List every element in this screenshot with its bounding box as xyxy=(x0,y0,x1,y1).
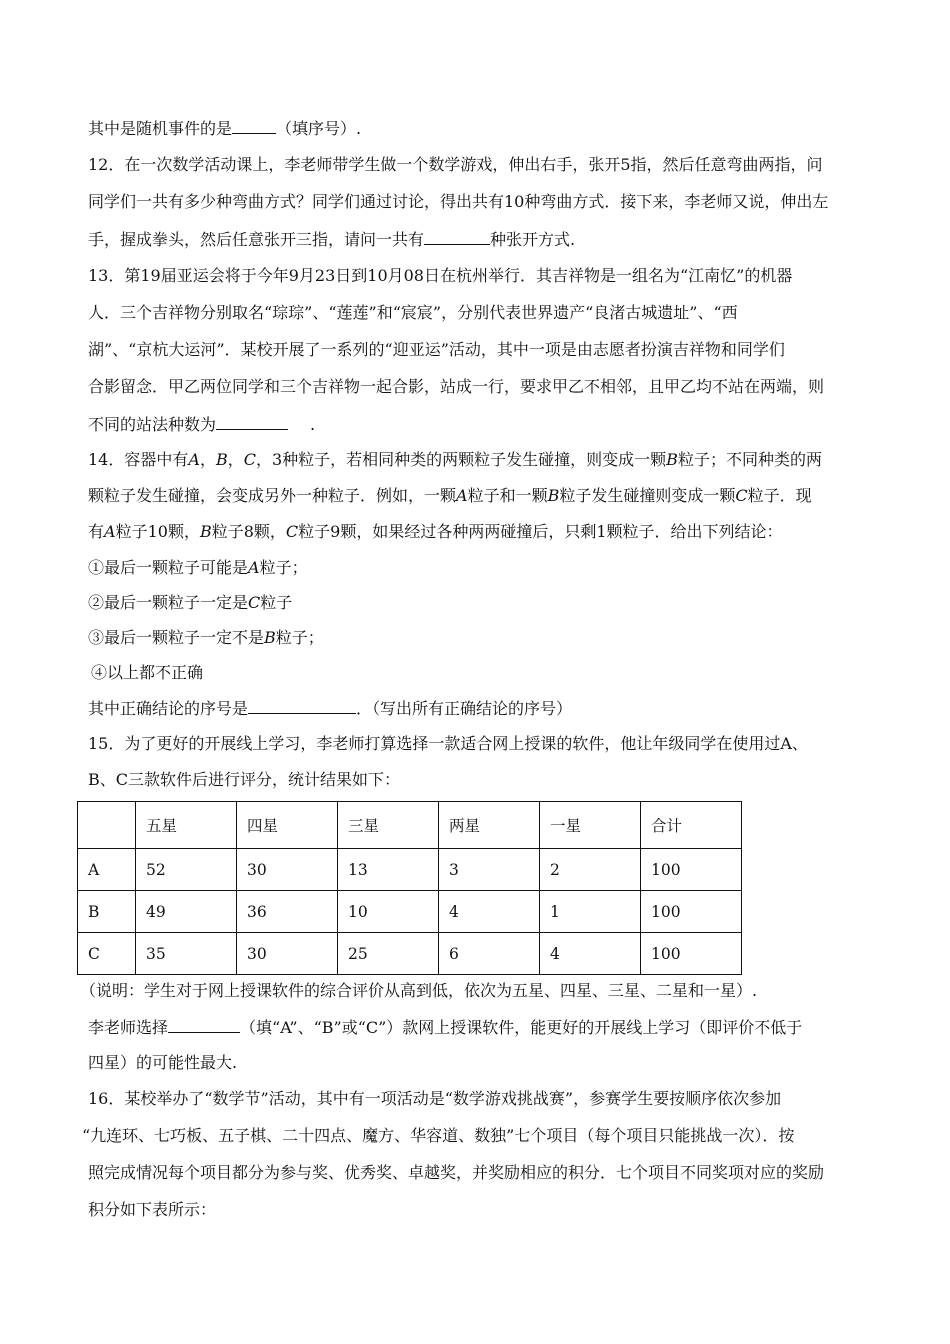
table-header-cell xyxy=(78,802,136,849)
table-cell: 10 xyxy=(338,891,439,933)
table-cell: 3 xyxy=(439,849,540,891)
q14-text: 粒子发生碰撞则变成一颗 xyxy=(559,486,736,505)
q15-text: 李老师选择 xyxy=(88,1018,169,1037)
table-cell: 25 xyxy=(338,933,439,975)
q14-line-2 xyxy=(88,486,812,506)
particle-c: C xyxy=(735,486,748,505)
q15-line-end: 四星）的可能性最大. xyxy=(88,1053,238,1072)
table-cell: 6 xyxy=(439,933,540,975)
q14-text: ， xyxy=(199,450,216,469)
q14-text: 其中正确结论的序号是 xyxy=(88,699,249,718)
q14-text: 粒子10颗， xyxy=(115,522,200,541)
q11-text: 其中是随机事件的是 xyxy=(88,119,233,138)
q14-text: 有 xyxy=(88,522,105,541)
q14-text: ，3种粒子，若相同种类的两颗粒子发生碰撞，则变成一颗 xyxy=(255,450,667,469)
q16-line-2: “九连环、七巧板、五子棋、二十四点、魔方、华容道、数独”七个项目（每个项目只能挑战一次）．按 xyxy=(82,1126,795,1145)
q14-text-end: ．（写出所有正确结论的序号） xyxy=(356,699,573,718)
table-cell: 52 xyxy=(136,849,237,891)
table-cell: C xyxy=(78,933,136,975)
q14-option-text: 粒子； xyxy=(259,558,308,577)
q14-option-text: 粒子； xyxy=(275,628,324,647)
q11-tail-line xyxy=(88,118,361,139)
q14-text: 粒子．现 xyxy=(747,486,812,505)
q12-line-3 xyxy=(88,229,575,250)
table-row xyxy=(78,933,742,975)
particle-c: C xyxy=(243,450,256,469)
q14-text: 粒子9颗，如果经过各种两两碰撞后，只剩1颗粒子．给出下列结论： xyxy=(298,522,783,541)
table-header-cell: 合计 xyxy=(641,802,742,849)
q12-line-2: 同学们一共有多少种弯曲方式？同学们通过讨论，得出共有10种弯曲方式．接下来，李老师又说，伸出左 xyxy=(88,192,829,211)
table-cell: 49 xyxy=(136,891,237,933)
table-cell: 100 xyxy=(641,891,742,933)
particle-b: B xyxy=(666,450,678,469)
table-header-row xyxy=(78,802,742,849)
particle-b: B xyxy=(199,522,212,541)
table-cell: B xyxy=(78,891,136,933)
q15-line-1: 15．为了更好的开展线上学习，李老师打算选择一款适合网上授课的软件，他让年级同学在使用过A、 xyxy=(88,734,808,753)
table-row xyxy=(78,849,742,891)
table-cell: 100 xyxy=(641,933,742,975)
particle-a: A xyxy=(104,522,116,541)
q13-line-4: 合影留念．甲乙两位同学和三个吉祥物一起合影，站成一行，要求甲乙不相邻，且甲乙均不站在两端，则 xyxy=(88,377,825,396)
q13-line-1: 13．第19届亚运会将于今年9月23日到10月08日在杭州举行．其吉祥物是一组名为“江南忆”的机器 xyxy=(88,266,793,285)
table-cell: 100 xyxy=(641,849,742,891)
q14-option-3 xyxy=(88,628,324,648)
q15-line-question xyxy=(88,1017,802,1038)
q14-line-3 xyxy=(88,522,783,542)
table-header-cell: 四星 xyxy=(237,802,338,849)
q11-text-end: （填序号）. xyxy=(276,119,362,138)
table-header-cell: 一星 xyxy=(540,802,641,849)
q14-option-text: 粒子 xyxy=(260,593,293,612)
table-cell: 35 xyxy=(136,933,237,975)
answer-blank-14[interactable] xyxy=(248,698,356,714)
particle-a: A xyxy=(188,450,200,469)
q14-text: 颗粒子发生碰撞，会变成另外一种粒子．例如，一颗 xyxy=(88,486,457,505)
table-cell: 4 xyxy=(439,891,540,933)
q14-option-text: ③最后一颗粒子一定不是 xyxy=(88,628,265,647)
rating-table xyxy=(77,801,742,975)
table-cell: 2 xyxy=(540,849,641,891)
table-header-cell: 五星 xyxy=(136,802,237,849)
table-cell: A xyxy=(78,849,136,891)
q13-line-2: 人．三个吉祥物分别取名“琮琮”、“莲莲”和“宸宸”，分别代表世界遗产“良渚古城遗址”、“西 xyxy=(88,303,738,322)
table-cell: 4 xyxy=(540,933,641,975)
table-cell: 13 xyxy=(338,849,439,891)
q13-line-3: 湖”、“京杭大运河”．某校开展了一系列的“迎亚运”活动，其中一项是由志愿者扮演吉祥物和同学们 xyxy=(88,340,785,359)
q16-line-4: 积分如下表所示： xyxy=(88,1200,217,1219)
q14-option-text: ②最后一颗粒子一定是 xyxy=(88,593,249,612)
q12-text: 手，握成拳头，然后任意张开三指，请问一共有 xyxy=(88,230,425,249)
q14-text: 14．容器中有 xyxy=(88,450,189,469)
q14-option-1 xyxy=(88,558,308,578)
table-cell: 36 xyxy=(237,891,338,933)
q16-line-3: 照完成情况每个项目都分为参与奖、优秀奖、卓越奖，并奖励相应的积分．七个项目不同奖项对应的奖励 xyxy=(88,1163,825,1182)
answer-blank-15[interactable] xyxy=(168,1017,240,1033)
particle-b: B xyxy=(215,450,228,469)
q14-text: 粒子8颗， xyxy=(211,522,286,541)
q15-text: （填“A”、“B”或“C”）款网上授课软件，能更好的开展线上学习（即评价不低于 xyxy=(240,1018,803,1037)
answer-blank-11[interactable] xyxy=(232,118,276,134)
table-cell: 30 xyxy=(237,933,338,975)
q12-text-end: 种张开方式. xyxy=(490,230,576,249)
table-cell: 1 xyxy=(540,891,641,933)
q13-text: 不同的站法种数为 xyxy=(88,415,217,434)
q14-line-1 xyxy=(88,450,822,470)
q14-text: 粒子和一颗 xyxy=(467,486,548,505)
q14-text: 粒子；不同种类的两 xyxy=(677,450,822,469)
particle-c: C xyxy=(285,522,299,541)
table-cell: 30 xyxy=(237,849,338,891)
q14-line-answer xyxy=(88,698,572,719)
q14-option-4: ④以上都不正确 xyxy=(91,663,204,682)
q14-option-2 xyxy=(88,593,292,613)
q15-line-2: B、C三款软件后进行评分，统计结果如下： xyxy=(88,770,401,789)
q16-line-1: 16．某校举办了“数学节”活动，其中有一项活动是“数学游戏挑战赛”，参赛学生要按顺序依次参加 xyxy=(88,1089,782,1108)
q12-line-1: 12．在一次数学活动课上，李老师带学生做一个数学游戏，伸出右手，张开5指，然后任意弯曲两指，问 xyxy=(88,155,823,174)
table-row xyxy=(78,891,742,933)
q14-text: ， xyxy=(227,450,244,469)
particle-a: A xyxy=(248,558,260,577)
particle-b: B xyxy=(264,628,276,647)
q13-line-5 xyxy=(88,414,315,435)
particle-a: A xyxy=(456,486,468,505)
answer-blank-12[interactable] xyxy=(424,229,490,245)
q14-option-text: ①最后一颗粒子可能是 xyxy=(88,558,249,577)
q13-text-end: . xyxy=(310,415,316,434)
particle-c: C xyxy=(248,593,261,612)
answer-blank-13[interactable] xyxy=(216,414,288,430)
table-header-cell: 三星 xyxy=(338,802,439,849)
particle-b: B xyxy=(547,486,560,505)
table-header-cell: 两星 xyxy=(439,802,540,849)
q15-note: （说明：学生对于网上授课软件的综合评价从高到低，依次为五星、四星、三星、二星和一星）. xyxy=(80,981,758,1000)
